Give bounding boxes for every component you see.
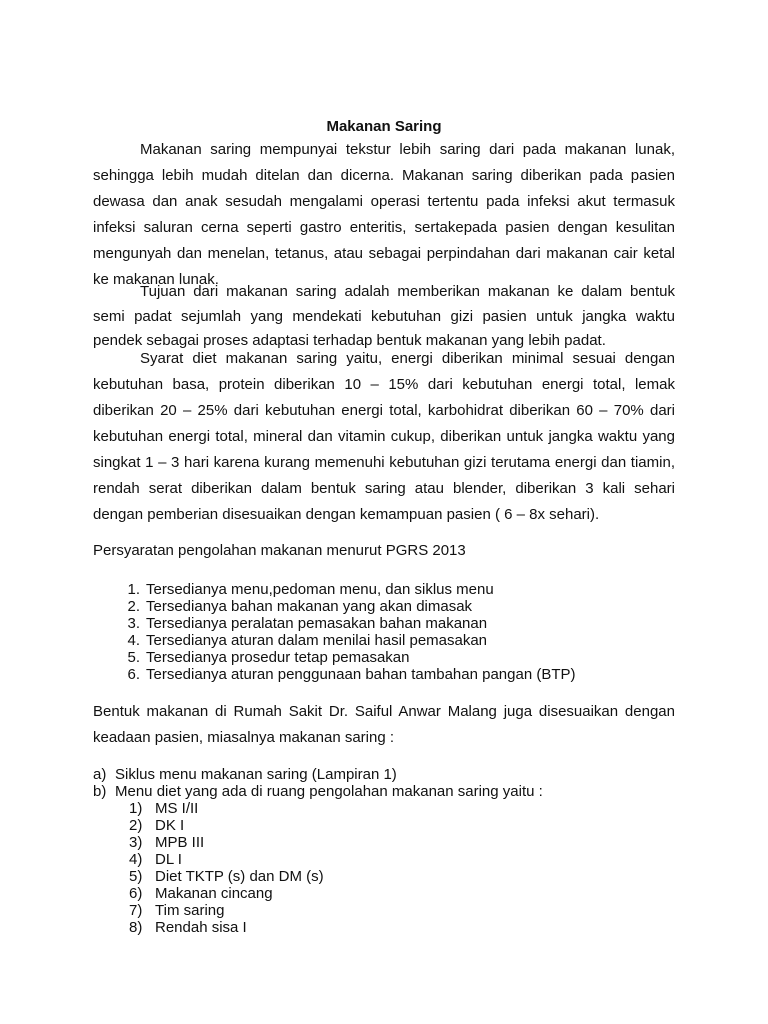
- document-title: Makanan Saring: [326, 118, 442, 135]
- paragraph-text: Makanan saring mempunyai tekstur lebih saring dari pada makanan lunak, sehingga lebih mudah ditelan dan dicerna. Makanan saring diberikan pada pasien dewasa dan anak sesudah mengalami operasi tertentu pada infeksi akut termasuk infeksi saluran cerna seperti gastro enteritis, sertakepada pasien dengan kesulitan mengunyah dan menelan, tetanus, atau sebagai perpindahan dari makanan cair ketal ke makanan lunak.: [93, 141, 675, 288]
- list-item: [93, 817, 543, 834]
- alpha-list: [93, 766, 543, 936]
- pgrs-heading: Persyaratan pengolahan makanan menurut PGRS 2013: [93, 542, 466, 559]
- list-number: 4): [129, 851, 143, 868]
- list-item: [93, 649, 576, 666]
- list-text: Menu diet yang ada di ruang pengolahan makanan saring yaitu :: [115, 783, 543, 800]
- list-label: b): [93, 783, 107, 800]
- list-text: Makanan cincang: [155, 885, 273, 902]
- list-number: 3.: [127, 615, 140, 632]
- list-item: [93, 766, 543, 783]
- list-item: [93, 615, 576, 632]
- paragraph-definition: [93, 137, 675, 293]
- list-text: Siklus menu makanan saring (Lampiran 1): [115, 766, 397, 783]
- paragraph-requirements: [93, 346, 675, 528]
- list-number: 5): [129, 868, 143, 885]
- list-text: MS I/II: [155, 800, 199, 817]
- list-text: DL I: [155, 851, 182, 868]
- list-text: Tersedianya bahan makanan yang akan dimasak: [146, 598, 473, 615]
- paragraph-text: Syarat diet makanan saring yaitu, energi diberikan minimal sesuai dengan kebutuhan basa, protein diberikan 10 – 15% dari kebutuhan energi total, lemak diberikan 20 – 25% dari kebutuhan energi total, karbohidrat diberikan 60 – 70% dari kebutuhan energi total, mineral dan vitamin cukup, diberikan untuk jangka waktu yang singkat 1 – 3 hari karena kurang memenuhi kebutuhan gizi terutama energi dan tiamin, rendah serat diberikan dalam bentuk saring atau blender, diberikan 3 kali sehari dengan pemberian disesuaikan dengan kemampuan pasien ( 6 – 8x sehari).: [93, 350, 675, 523]
- list-item: [93, 834, 543, 851]
- list-item: [93, 885, 543, 902]
- list-item: [93, 800, 543, 817]
- list-number: 6): [129, 885, 143, 902]
- list-item: [93, 783, 543, 936]
- list-number: 5.: [127, 649, 140, 666]
- list-text: Tersedianya aturan penggunaan bahan tambahan pangan (BTP): [146, 666, 576, 683]
- list-number: 1): [129, 800, 143, 817]
- list-item: [93, 868, 543, 885]
- list-text: DK I: [155, 817, 185, 834]
- list-number: 8): [129, 919, 143, 936]
- list-item: [93, 598, 576, 615]
- list-item: [93, 632, 576, 649]
- paragraph-text: Tujuan dari makanan saring adalah memberikan makanan ke dalam bentuk semi padat sejumlah yang mendekati kebutuhan gizi pasien untuk jangka waktu pendek sebagai proses adaptasi terhadap bentuk makanan yang lebih padat.: [93, 283, 675, 349]
- list-text: Tersedianya aturan dalam menilai hasil pemasakan: [146, 632, 488, 649]
- list-number: 3): [129, 834, 143, 851]
- list-number: 1.: [127, 581, 140, 598]
- list-text: Tersedianya prosedur tetap pemasakan: [146, 649, 410, 666]
- list-label: a): [93, 766, 107, 783]
- requirements-list: [93, 581, 576, 683]
- list-item: [93, 666, 576, 683]
- paragraph-hospital: Bentuk makanan di Rumah Sakit Dr. Saiful Anwar Malang juga disesuaikan dengan keadaan pasien, miasalnya makanan saring :: [93, 703, 675, 746]
- list-number: 4.: [127, 632, 140, 649]
- paragraph-purpose: [93, 280, 675, 354]
- list-text: Tim saring: [155, 902, 225, 919]
- list-item: [93, 851, 543, 868]
- list-number: 2): [129, 817, 143, 834]
- list-text: Tersedianya peralatan pemasakan bahan makanan: [146, 615, 488, 632]
- list-text: Diet TKTP (s) dan DM (s): [155, 868, 324, 885]
- list-item: [93, 919, 543, 936]
- list-text: Tersedianya menu,pedoman menu, dan siklus menu: [146, 581, 494, 598]
- list-number: 6.: [127, 666, 140, 683]
- list-number: 2.: [127, 598, 140, 615]
- list-text: Rendah sisa I: [155, 919, 247, 936]
- list-number: 7): [129, 902, 143, 919]
- list-item: [93, 581, 576, 598]
- list-text: MPB III: [155, 834, 205, 851]
- list-item: [93, 902, 543, 919]
- diet-menu-list: [93, 800, 543, 936]
